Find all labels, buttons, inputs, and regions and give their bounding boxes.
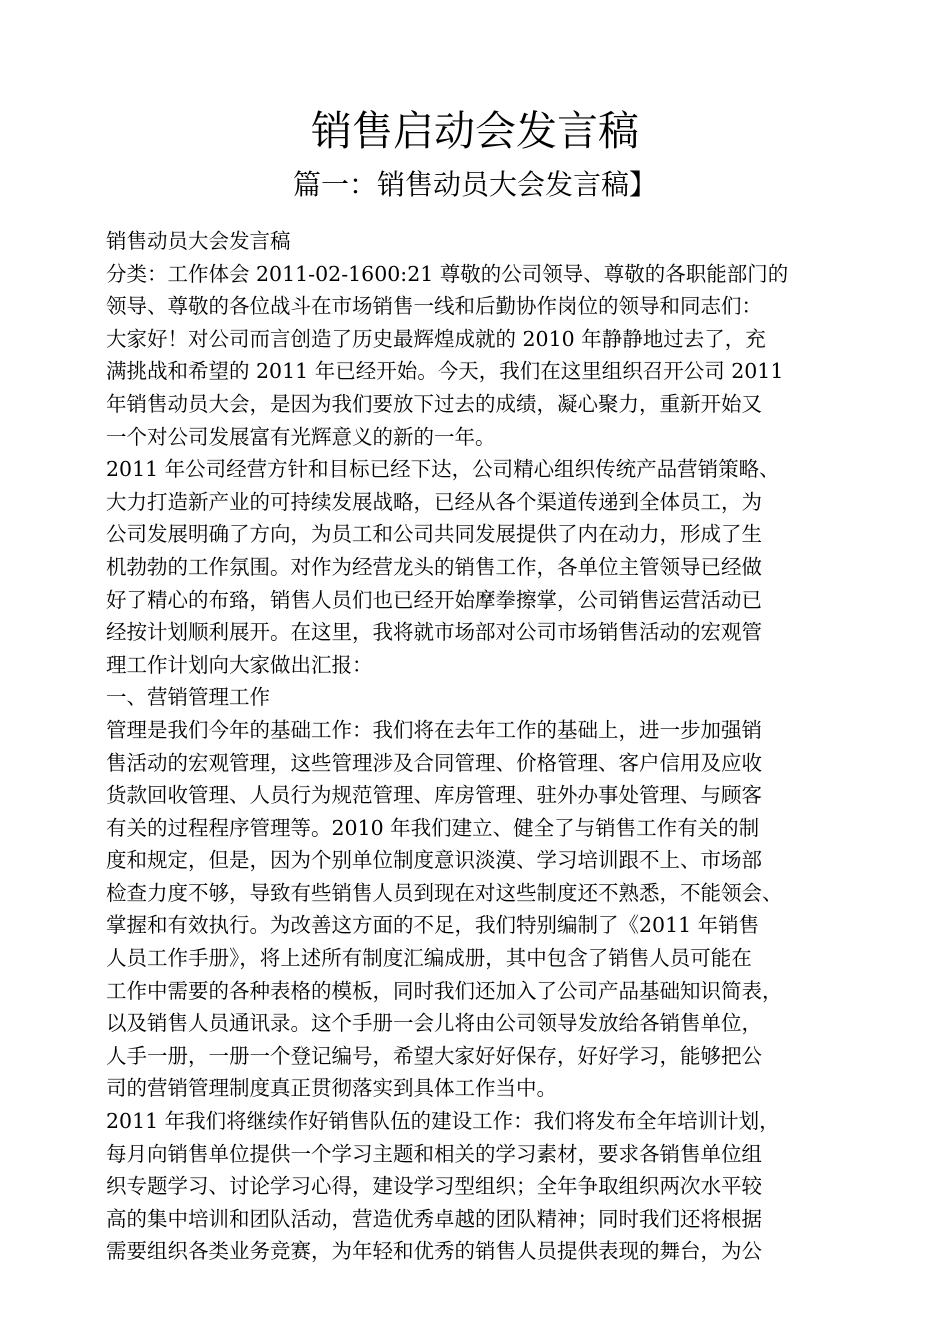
text-line: 货款回收管理、人员行为规范管理、库房管理、驻外办事处管理、与顾客 <box>106 783 762 808</box>
text-line: 管理是我们今年的基础工作：我们将在去年工作的基础上，进一步加强销 <box>106 717 762 742</box>
text-line: 机勃勃的工作氛围。对作为经营龙头的销售工作，各单位主管领导已经做 <box>106 554 762 579</box>
text-line: 领导、尊敬的各位战斗在市场销售一线和后勤协作岗位的领导和同志们： <box>106 294 762 319</box>
text-line: 经按计划顺利展开。在这里，我将就市场部对公司市场销售活动的宏观管 <box>106 620 762 645</box>
text-line: 有关的过程程序管理等。2010 年我们建立、健全了与销售工作有关的制 <box>106 815 760 840</box>
text-line: 公司发展明确了方向，为员工和公司共同发展提供了内在动力，形成了生 <box>106 522 762 547</box>
text-line: 司的营销管理制度真正贯彻落实到具体工作当中。 <box>106 1076 557 1101</box>
section-subtitle: 篇一：销售动员大会发言稿】 <box>292 168 657 201</box>
text-line: 每月向销售单位提供一个学习主题和相关的学习素材，要求各销售单位组 <box>106 1141 762 1166</box>
text-line: 满挑战和希望的 2011 年已经开始。今天，我们在这里组织召开公司 2011 <box>106 359 784 384</box>
text-line: 人手一册，一册一个登记编号，希望大家好好保存，好好学习，能够把公 <box>106 1043 762 1068</box>
text-line: 高的集中培训和团队活动，营造优秀卓越的团队精神；同时我们还将根据 <box>106 1206 762 1231</box>
text-line: 人员工作手册》，将上述所有制度汇编成册，其中包含了销售人员可能在 <box>106 946 752 971</box>
text-line: 年销售动员大会，是因为我们要放下过去的成绩，凝心聚力，重新开始又 <box>106 391 762 416</box>
text-line: 检查力度不够，导致有些销售人员到现在对这些制度还不熟悉，不能领会、 <box>106 880 783 905</box>
page-title: 销售启动会发言稿 <box>311 107 639 155</box>
text-line: 大家好！对公司而言创造了历史最辉煌成就的 2010 年静静地过去了，充 <box>106 326 766 351</box>
body-text <box>106 225 866 1268</box>
text-line: 度和规定，但是，因为个别单位制度意识淡漠、学习培训跟不上、市场部 <box>106 848 762 873</box>
text-line: 掌握和有效执行。为改善这方面的不足，我们特别编制了《2011 年销售 <box>106 913 760 938</box>
text-line: 需要组织各类业务竞赛，为年轻和优秀的销售人员提供表现的舞台，为公 <box>106 1239 762 1264</box>
text-line: 2011 年公司经营方针和目标已经下达，公司精心组织传统产品营销策略、 <box>106 457 780 482</box>
text-line: 大力打造新产业的可持续发展战略，已经从各个渠道传递到全体员工，为 <box>106 489 762 514</box>
text-line: 售活动的宏观管理，这些管理涉及合同管理、价格管理、客户信用及应收 <box>106 750 762 775</box>
text-line: 销售动员大会发言稿 <box>106 229 291 253</box>
text-line: 织专题学习、讨论学习心得，建设学习型组织；全年争取组织两次水平较 <box>106 1174 762 1199</box>
text-line: 理工作计划向大家做出汇报： <box>106 652 373 677</box>
text-line: 一个对公司发展富有光辉意义的新的一年。 <box>106 424 496 449</box>
text-line: 2011 年我们将继续作好销售队伍的建设工作：我们将发布全年培训计划， <box>106 1109 780 1134</box>
text-line: 好了精心的布臵，销售人员们也已经开始摩拳擦掌，公司销售运营活动已 <box>106 587 762 612</box>
text-line: 工作中需要的各种表格的模板，同时我们还加入了公司产品基础知识简表， <box>106 978 783 1003</box>
text-line: 分类：工作体会 2011-02-1600:21 尊敬的公司领导、尊敬的各职能部门的 <box>106 261 789 286</box>
text-line: 以及销售人员通讯录。这个手册一会儿将由公司领导发放给各销售单位， <box>106 1011 762 1036</box>
text-line: 一、营销管理工作 <box>106 685 270 710</box>
